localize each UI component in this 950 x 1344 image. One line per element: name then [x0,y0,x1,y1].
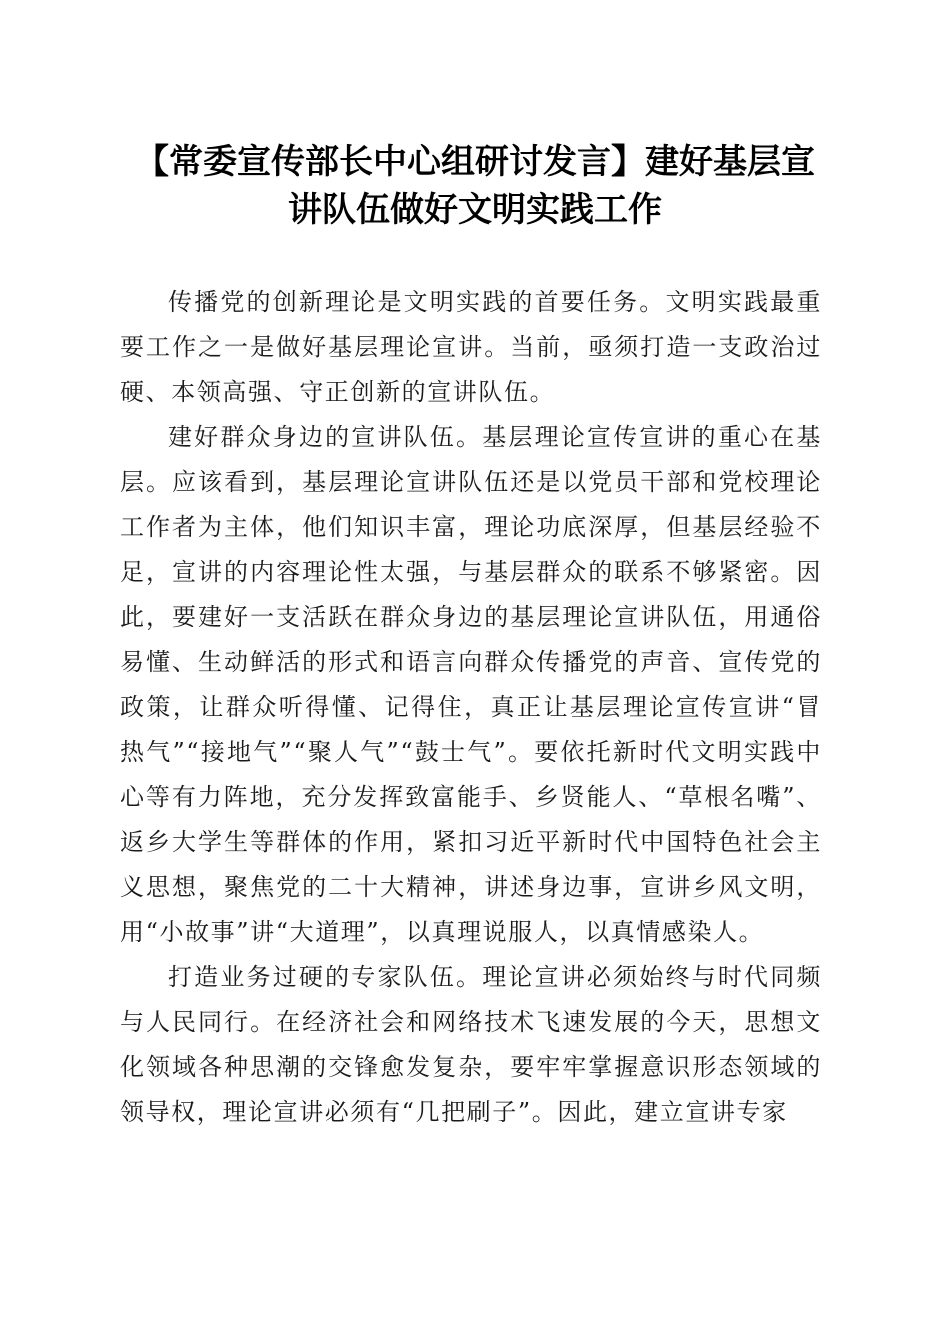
document-title [100,138,850,234]
paragraph-2: 建好群众身边的宣讲队伍。基层理论宣传宣讲的重心在基层。应该看到，基层理论宣讲队伍还是以党员干部和党校理论工作者为主体，他们知识丰富，理论功底深厚，但基层经验不足，宣讲的内容理论性太强，与基层群众的联系不够紧密。因此，要建好一支活跃在群众身边的基层理论宣讲队伍，用通俗易懂、生动鲜活的形式和语言向群众传播党的声音、宣传党的政策，让群众听得懂、记得住，真正让基层理论宣传宣讲“冒热气”“接地气”“聚人气”“鼓士气”。要依托新时代文明实践中心等有力阵地，充分发挥致富能手、乡贤能人、“草根名嘴”、返乡大学生等群体的作用，紧扣习近平新时代中国特色社会主义思想，聚焦党的二十大精神，讲述身边事，宣讲乡风文明，用“小故事”讲“大道理”，以真理说服人，以真情感染人。 [120,423,822,946]
title-line-2: 讲队伍做好文明实践工作 [288,190,662,230]
paragraph-1: 传播党的创新理论是文明实践的首要任务。文明实践最重要工作之一是做好基层理论宣讲。当前，亟须打造一支政治过硬、本领高强、守正创新的宣讲队伍。 [120,288,822,406]
paragraph-3: 打造业务过硬的专家队伍。理论宣讲必须始终与时代同频与人民同行。在经济社会和网络技术飞速发展的今天，思想文化领域各种思潮的交锋愈发复杂，要牢牢掌握意识形态领域的领导权，理论宣讲必须有“几把刷子”。因此，建立宣讲专家 [120,963,822,1126]
title-line-1: 【常委宣传部长中心组研讨发言】建好基层宣 [135,142,815,182]
document-body [120,280,822,1135]
